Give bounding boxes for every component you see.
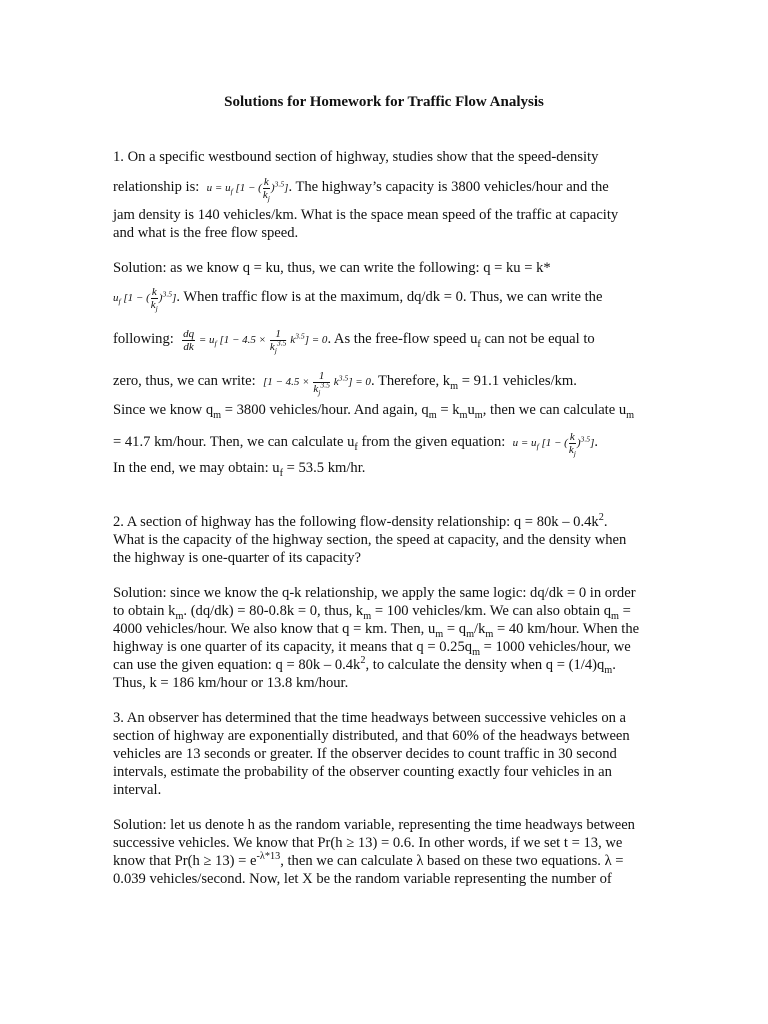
q1-line-2: relationship is: $u = u_f$ [1 − ( $\frac{k}{k_j}$ )$^{3.5}$]. The highway’s capacity is 3800 vehicles/hour and the <box>113 176 609 204</box>
q1-solution-5: Since we know $q_m = 3800$ vehicles/hour. And again, $q_m = k_mu_m$, then we can calculate $u_m$ <box>113 402 635 421</box>
q1-solution-2: $u_f$ [1 − ( $\frac{k}{k_j}$ )$^{3.5}$]. When traffic flow is at the maximum, dq/dk = 0. Thus, we can write the <box>113 286 603 314</box>
q1-line-1: 1. On a specific westbound section of highway, studies show that the speed-density <box>113 149 599 165</box>
q2-solution-2: to obtain $k_m$. (dq/dk) = 80-0.8k = 0, thus, $k_m = 100$ vehicles/km. We can also obtain $q_m$ = <box>113 603 631 622</box>
q3-solution-4: 0.039 vehicles/second. Now, let X be the random variable representing the number of <box>113 871 612 887</box>
q1-solution-6: = 41.7 km/hour. Then, we can calculate $u_f$ from the given equation: $u = u_f$ [1 − ( $\frac{k}{k_j}$ )$^{3.5}$]. <box>113 431 599 459</box>
q1-solution-1: Solution: as we know q = ku, thus, we can write the following: q = ku = k* <box>113 260 551 276</box>
q2-solution-6: Thus, k = 186 km/hour or 13.8 km/hour. <box>113 675 349 691</box>
q2-solution-3: 4000 vehicles/hour. We also know that q = km. Then, $u_m = q_m/k_m = 40$ km/hour. When the <box>113 621 640 640</box>
q2-solution-5: can use the given equation: $q = 80k - 0.4k^2$, to calculate the density when $q = (1/4)q_m$. <box>113 655 616 676</box>
q1-line-3: jam density is 140 vehicles/km. What is the space mean speed of the traffic at capacity <box>113 207 619 223</box>
speed-density-equation-2: $u = u_f$ [1 − ( $\frac{k}{k_j}$ )$^{3.5}$] <box>512 431 595 459</box>
q1-solution-4: zero, thus, we can write: [1 − 4.5 × $\frac{1}{k_j^{3.5}}$ $k^{3.5}] = 0$. Therefore, $k_m = 91.1$ vehicles/km. <box>113 370 577 398</box>
q2-line-3: the highway is one-quarter of its capacity? <box>113 550 362 566</box>
flow-expression: $u_f$ [1 − ( $\frac{k}{k_j}$ )$^{3.5}$] <box>113 286 177 314</box>
q2-line-1: 2. A section of highway has the following flow-density relationship: $q = 80k - 0.4k^2$. <box>113 512 608 530</box>
q3-line-3: vehicles are 13 seconds or greater. If the observer decides to count traffic in 30 second <box>113 746 617 762</box>
q1-solution-3: following: $\frac{dq}{dk}$ = $u_f$ [1 − 4.5 × $\frac{1}{k_j^{3.5}}$ $k^{3.5}] = 0$. As the free-flow speed $u_f$ can not be equal to <box>113 328 595 356</box>
q3-line-4: intervals, estimate the probability of the observer counting exactly four vehicles in an <box>113 764 612 780</box>
q1-line-4: and what is the free flow speed. <box>113 225 299 241</box>
derivative-equation: $\frac{dq}{dk}$ = $u_f$ [1 − 4.5 × $\frac{1}{k_j^{3.5}}$ $k^{3.5}] = 0$ <box>183 328 328 356</box>
q2-solution-1: Solution: since we know the q-k relationship, we apply the same logic: dq/dk = 0 in order <box>113 585 636 601</box>
q3-line-5: interval. <box>113 782 162 798</box>
q3-solution-1: Solution: let us denote h as the random variable, representing the time headways between <box>113 817 635 833</box>
q2-line-2: What is the capacity of the highway section, the speed at capacity, and the density when <box>113 532 627 548</box>
zero-equation: [1 − 4.5 × $\frac{1}{k_j^{3.5}}$ $k^{3.5}] = 0$ <box>262 370 371 398</box>
speed-density-equation: $u = u_f$ [1 − ( $\frac{k}{k_j}$ )$^{3.5}$] <box>206 176 289 204</box>
page-title: Solutions for Homework for Traffic Flow Analysis <box>224 94 544 110</box>
q3-line-2: section of highway are exponentially distributed, and that 60% of the headways between <box>113 728 630 744</box>
q2-solution-4: highway is one quarter of its capacity, it means that $q = 0.25q_m = 1000$ vehicles/hour, we <box>113 639 631 658</box>
q1-solution-7: In the end, we may obtain: $u_f = 53.5$ km/hr. <box>113 460 366 479</box>
q3-solution-3: know that $Pr(h \ge 13) = e^{-\lambda*13}$, then we can calculate λ based on these two equations. λ = <box>113 851 624 869</box>
q3-line-1: 3. An observer has determined that the time headways between successive vehicles on a <box>113 710 627 726</box>
q3-solution-2: successive vehicles. We know that Pr(h ≥ 13) = 0.6. In other words, if we set t = 13, we <box>113 835 623 851</box>
